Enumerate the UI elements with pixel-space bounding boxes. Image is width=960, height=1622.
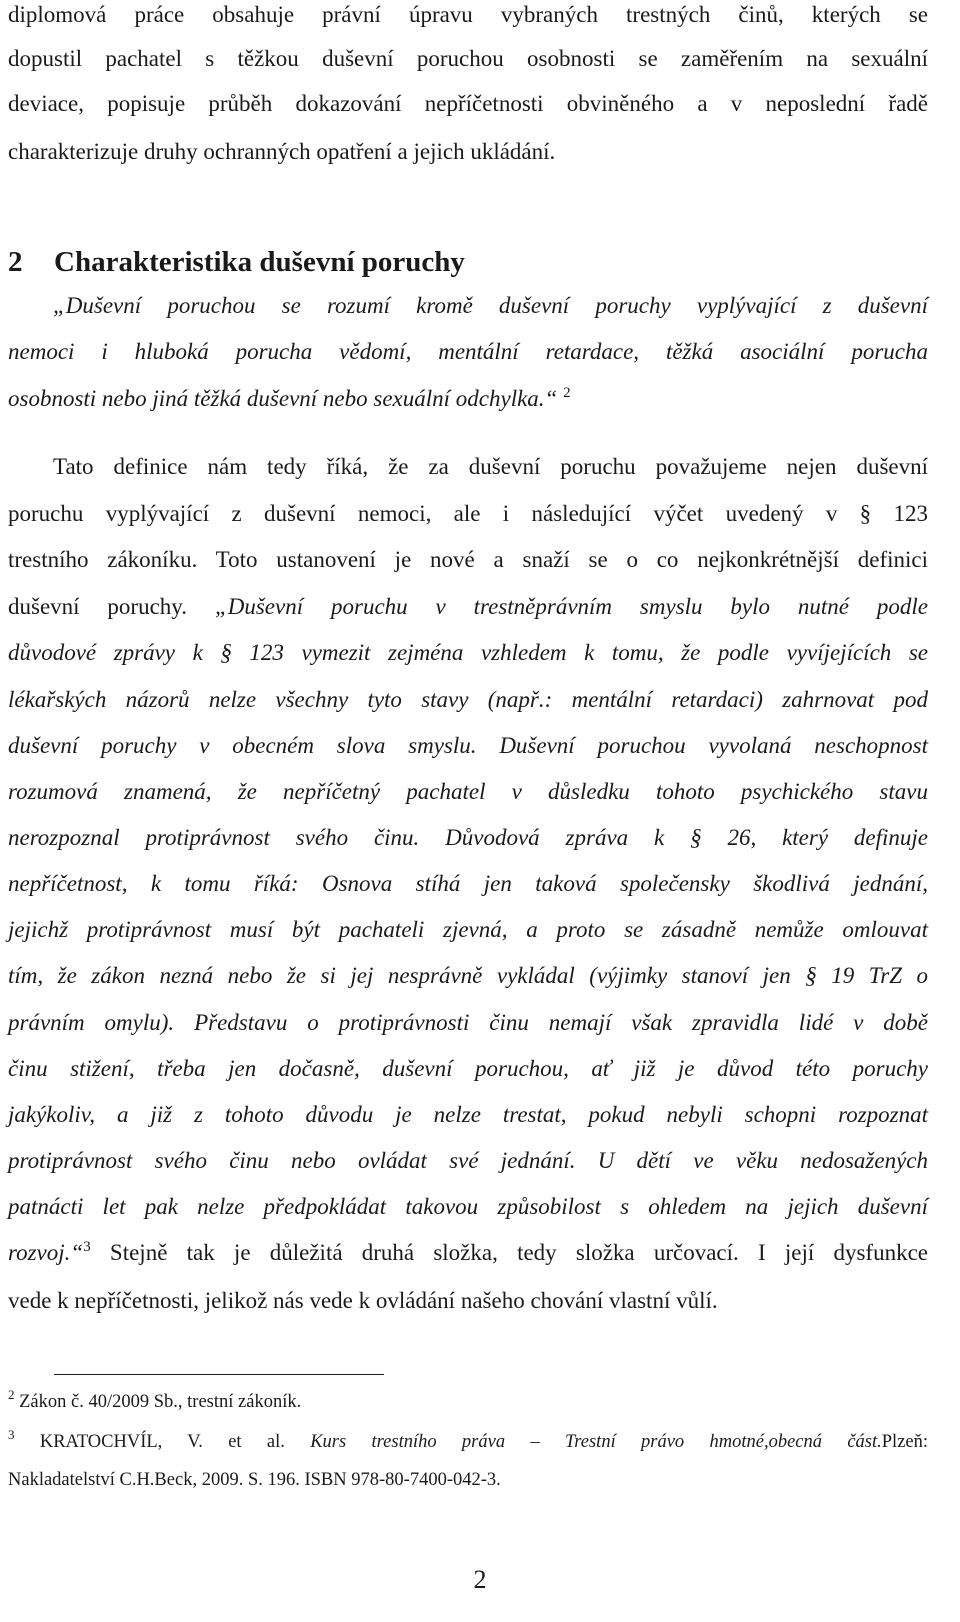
footnote-separator	[54, 1374, 384, 1375]
footnote-2-text: Zákon č. 40/2009 Sb., trestní zákoník.	[19, 1392, 302, 1412]
footnote-2-mark: 2	[8, 1387, 15, 1402]
para-line-17: patnácti let pak nelze předpokládat takovou způsobilost s ohledem na jejich duševní	[8, 1194, 928, 1219]
para-line-8: rozumová znamená, že nepříčetný pachatel v důsledku tohoto psychického stavu	[8, 779, 928, 804]
footnote-3-author: KRATOCHVÍL, V. et al.	[39, 1432, 285, 1452]
intro-line-3: deviace, popisuje průběh dokazování nepříčetnosti obviněného a v neposlední řadě	[8, 91, 928, 116]
para-line-18-italic: rozvoj.“	[8, 1240, 84, 1265]
quote-line-2: nemoci i hluboká porucha vědomí, mentální retardace, těžká asociální porucha	[8, 339, 928, 364]
intro-line-1: diplomová práce obsahuje právní úpravu vybraných trestných činů, kterých se	[8, 2, 928, 27]
para-line-18	[8, 1238, 928, 1268]
intro-line-2: dopustil pachatel s těžkou duševní poruchou osobnosti se zaměřením na sexuální	[8, 46, 928, 71]
quote-line-3	[8, 384, 928, 414]
footnote-3-line-1	[8, 1429, 928, 1455]
para-line-16: protiprávnost svého činu nebo ovládat své jednání. U dětí ve věku nedosažených	[8, 1148, 928, 1173]
para-line-1: Tato definice nám tedy říká, že za duševní poruchu považujeme nejen duševní	[53, 454, 928, 479]
para-line-3: trestního zákoníku. Toto ustanovení je nové a snaží se o co nejkonkrétnější definici	[8, 547, 928, 572]
quote-line-3-text: osobnosti nebo jiná těžká duševní nebo sexuální odchylka.“	[8, 386, 558, 411]
para-line-10: nepříčetnost, k tomu říká: Osnova stíhá jen taková společensky škodlivá jednání,	[8, 871, 928, 896]
footnote-3-mark: 3	[8, 1427, 15, 1442]
quote-line-1: „Duševní poruchou se rozumí kromě duševní poruchy vyplývající z duševní	[53, 293, 928, 318]
para-line-4	[8, 592, 928, 622]
para-line-12: tím, že zákon nezná nebo že si jej nesprávně vykládal (výjimky stanoví jen § 19 TrZ o	[8, 963, 928, 988]
page-number: 2	[473, 1565, 487, 1594]
para-line-6: lékařských názorů nelze všechny tyto stavy (např.: mentální retardaci) zahrnovat pod	[8, 687, 928, 712]
para-line-13: právním omylu). Představu o protiprávnosti činu nemají však zpravidla lidé v době	[8, 1010, 928, 1035]
footnote-3-title: Kurs trestního práva – Trestní právo hmotné,obecná část.	[310, 1432, 882, 1452]
footnote-2	[8, 1389, 928, 1415]
footnote-3-line-2: Nakladatelství C.H.Beck, 2009. S. 196. ISBN 978-80-7400-042-3.	[8, 1470, 501, 1490]
para-line-7: duševní poruchy v obecném slova smyslu. Duševní poruchou vyvolaná neschopnost	[8, 733, 928, 758]
para-line-2: poruchu vyplývající z duševní nemoci, ale i následující výčet uvedený v § 123	[8, 501, 928, 526]
para-line-15: jakýkoliv, a již z tohoto důvodu je nelze trestat, pokud nebyli schopni rozpoznat	[8, 1102, 928, 1127]
para-line-4-normal: duševní poruchy.	[8, 594, 215, 619]
footnote-ref-3: 3	[83, 1239, 91, 1255]
section-number: 2	[8, 246, 23, 278]
para-line-9: nerozpoznal protiprávnost svého činu. Důvodová zpráva k § 26, který definuje	[8, 825, 928, 850]
para-line-19: vede k nepříčetnosti, jelikož nás vede k ovládání našeho chování vlastní vůlí.	[8, 1288, 718, 1313]
para-line-5: důvodové zprávy k § 123 vymezit zejména vzhledem k tomu, že podle vyvíjejících se	[8, 640, 928, 665]
section-heading	[8, 244, 465, 280]
section-title: Charakteristika duševní poruchy	[54, 246, 465, 278]
footnote-3-place: Plzeň:	[881, 1432, 929, 1452]
para-line-11: jejichž protiprávnost musí být pachateli zjevná, a proto se zásadně nemůže omlouvat	[8, 917, 928, 942]
para-line-4-italic: „Duševní poruchu v trestněprávním smyslu bylo nutné podle	[214, 594, 928, 619]
para-line-14: činu stižení, třeba jen dočasně, duševní poruchou, ať již je důvod této poruchy	[8, 1056, 928, 1081]
intro-line-4: charakterizuje druhy ochranných opatření a jejich ukládání.	[8, 139, 556, 164]
para-line-18-normal: Stejně tak je důležitá druhá složka, tedy složka určovací. I její dysfunkce	[90, 1240, 928, 1265]
footnote-ref-2: 2	[563, 385, 571, 401]
